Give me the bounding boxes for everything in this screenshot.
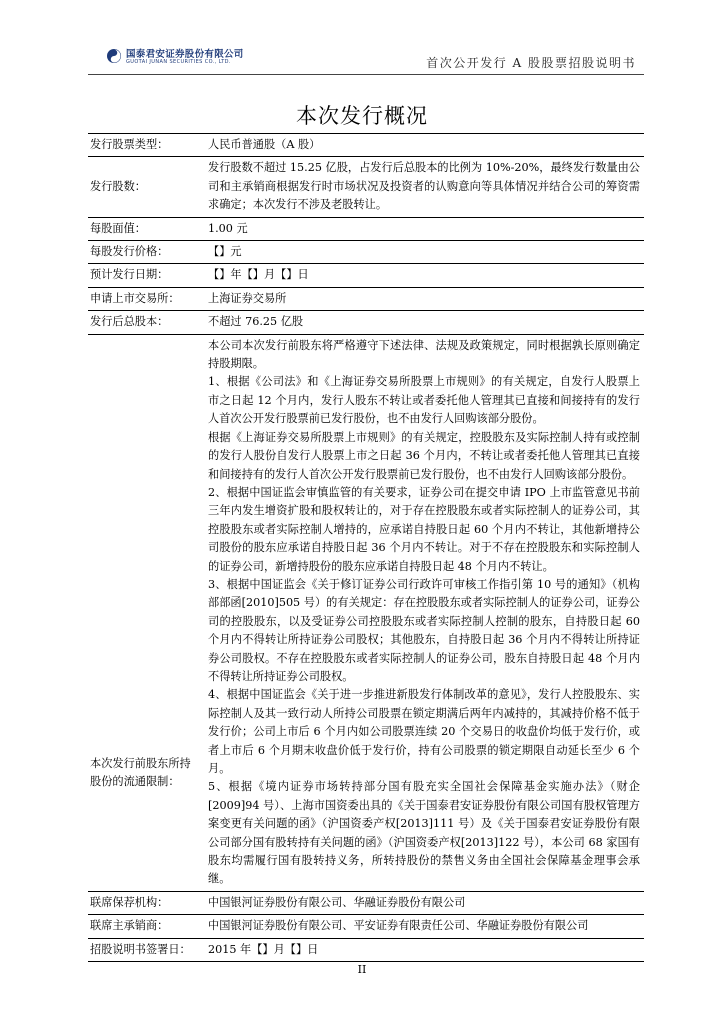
row-label: 招股说明书签署日： — [88, 938, 198, 961]
table-row — [88, 938, 644, 961]
row-label: 联席保荐机构： — [88, 891, 198, 914]
row-value: 上海证券交易所 — [198, 287, 644, 310]
lockup-paragraph: 5、根据《境内证券市场转持部分国有股充实全国社会保障基金实施办法》（财企[2009]94 号）、上海市国资委出具的《关于国泰君安证券股份有限公司国有股权管理方案变更有关问题的函》（沪国资委产权[2013]111 号）及《关于国泰君安证券股份有限公司部分国有股转持有关问题的函》（沪国资委产权[2013]122 号），本公司 68 家国有股东均需履行国有股转持义务，所转持股份的禁售义务由全国社会保障基金理事会承继。 — [208, 780, 640, 886]
row-label: 发行后总股本： — [88, 311, 198, 334]
table-row — [88, 134, 644, 157]
offering-summary-table — [88, 133, 644, 962]
page-number: II — [357, 963, 367, 976]
lockup-paragraph: 2、根据中国证监会审慎监管的有关要求，证券公司在提交申请 IPO 上市监管意见书前三年内发生增资扩股和股权转让的，对于存在控股股东或者实际控制人的证券公司，其控股股东或者实际控制人增持的，应承诺自持股日起 60 个月内不转让，其他新增持公司股份的股东应承诺自持股日起 36 个月内不转让。对于不存在控股股东和实际控制人的证券公司，新增持股份的股东应承诺自持股日起 48 个月内不转让。 — [208, 485, 640, 573]
row-label: 本次发行前股东所持股份的流通限制： — [88, 334, 198, 891]
table-row — [88, 241, 644, 264]
row-label: 每股发行价格： — [88, 241, 198, 264]
table-row-lockup — [88, 334, 644, 891]
lockup-paragraph: 3、根据中国证监会《关于修订证券公司行政许可审核工作指引第 10 号的通知》（机构部部函[2010]505 号）的有关规定：存在控股股东或者实际控制人的证券公司，证券公司的控股股东，以及受证券公司控股股东或者实际控制人控制的股东，自持股日起 60 个月内不得转让所持证券公司股权；其他股东，自持股日起 36 个月内不得转让所持证券公司股权。不存在控股股东或者实际控制人的证券公司，股东自持股日起 48 个月内不得转让所持证券公司股权。 — [208, 577, 640, 683]
page-title: 本次发行概况 — [296, 104, 428, 128]
table-row — [88, 891, 644, 914]
company-logo — [106, 44, 256, 70]
row-label: 每股面值： — [88, 217, 198, 240]
table-row — [88, 287, 644, 310]
table-row — [88, 264, 644, 287]
row-label: 发行股票类型： — [88, 134, 198, 157]
logo-chinese-name: 国泰君安证券股份有限公司 — [126, 49, 244, 60]
document-title: 首次公开发行 A 股股票招股说明书 — [426, 56, 636, 70]
row-value: 【】元 — [198, 241, 644, 264]
row-value: 中国银河证券股份有限公司、平安证券有限责任公司、华融证券股份有限公司 — [198, 915, 644, 938]
company-logo-icon — [106, 48, 122, 64]
lockup-paragraph: 4、根据中国证监会《关于进一步推进新股发行体制改革的意见》，发行人控股股东、实际控制人及其一致行动人所持公司股票在锁定期满后两年内减持的，其减持价格不低于发行价；公司上市后 6 个月内如公司股票连续 20 个交易日的收盘价均低于发行价，或者上市后 6 个月期末收盘价低于发行价，持有公司股票的锁定期限自动延长至少 6 个月。 — [208, 688, 640, 775]
row-value: 【】年【】月【】日 — [198, 264, 644, 287]
row-value: 2015 年【】月【】日 — [198, 938, 644, 961]
row-label: 预计发行日期： — [88, 264, 198, 287]
row-value: 中国银河证券股份有限公司、华融证券股份有限公司 — [198, 891, 644, 914]
lockup-paragraph: 1、根据《公司法》和《上海证券交易所股票上市规则》的有关规定，自发行人股票上市之日起 12 个月内，发行人股东不转让或者委托他人管理其已直接和间接持有的发行人首次公开发行股票前已发行股份，也不由发行人回购该部分股份。 — [208, 375, 640, 426]
row-value: 不超过 76.25 亿股 — [198, 311, 644, 334]
row-value: 人民币普通股（A 股） — [198, 134, 644, 157]
row-label: 申请上市交易所： — [88, 287, 198, 310]
table-row — [88, 915, 644, 938]
row-label: 联席主承销商： — [88, 915, 198, 938]
lockup-paragraph: 根据《上海证券交易所股票上市规则》的有关规定，控股股东及实际控制人持有或控制的发行人股份自发行人股票上市之日起 36 个月内，不转让或者委托他人管理其已直接和间接持有的发行人首次公开发行股票前已发行股份，也不由发行人回购该部分股份。 — [208, 430, 640, 481]
page-header — [88, 44, 644, 75]
table-row — [88, 157, 644, 217]
table-row — [88, 311, 644, 334]
lockup-text — [198, 334, 644, 891]
table-row — [88, 217, 644, 240]
row-label: 发行股数： — [88, 157, 198, 217]
row-value: 1.00 元 — [198, 217, 644, 240]
lockup-paragraph: 本公司本次发行前股东将严格遵守下述法律、法规及政策规定，同时根据孰长原则确定持股期限。 — [208, 338, 640, 371]
row-value: 发行股数不超过 15.25 亿股，占发行后总股本的比例为 10%-20%，最终发行数量由公司和主承销商根据发行时市场状况及投资者的认购意向等具体情况并结合公司的筹资需求确定；本次发行不涉及老股转让。 — [198, 157, 644, 217]
logo-english-name: GUOTAI JUNAN SECURITIES CO., LTD. — [126, 59, 231, 65]
